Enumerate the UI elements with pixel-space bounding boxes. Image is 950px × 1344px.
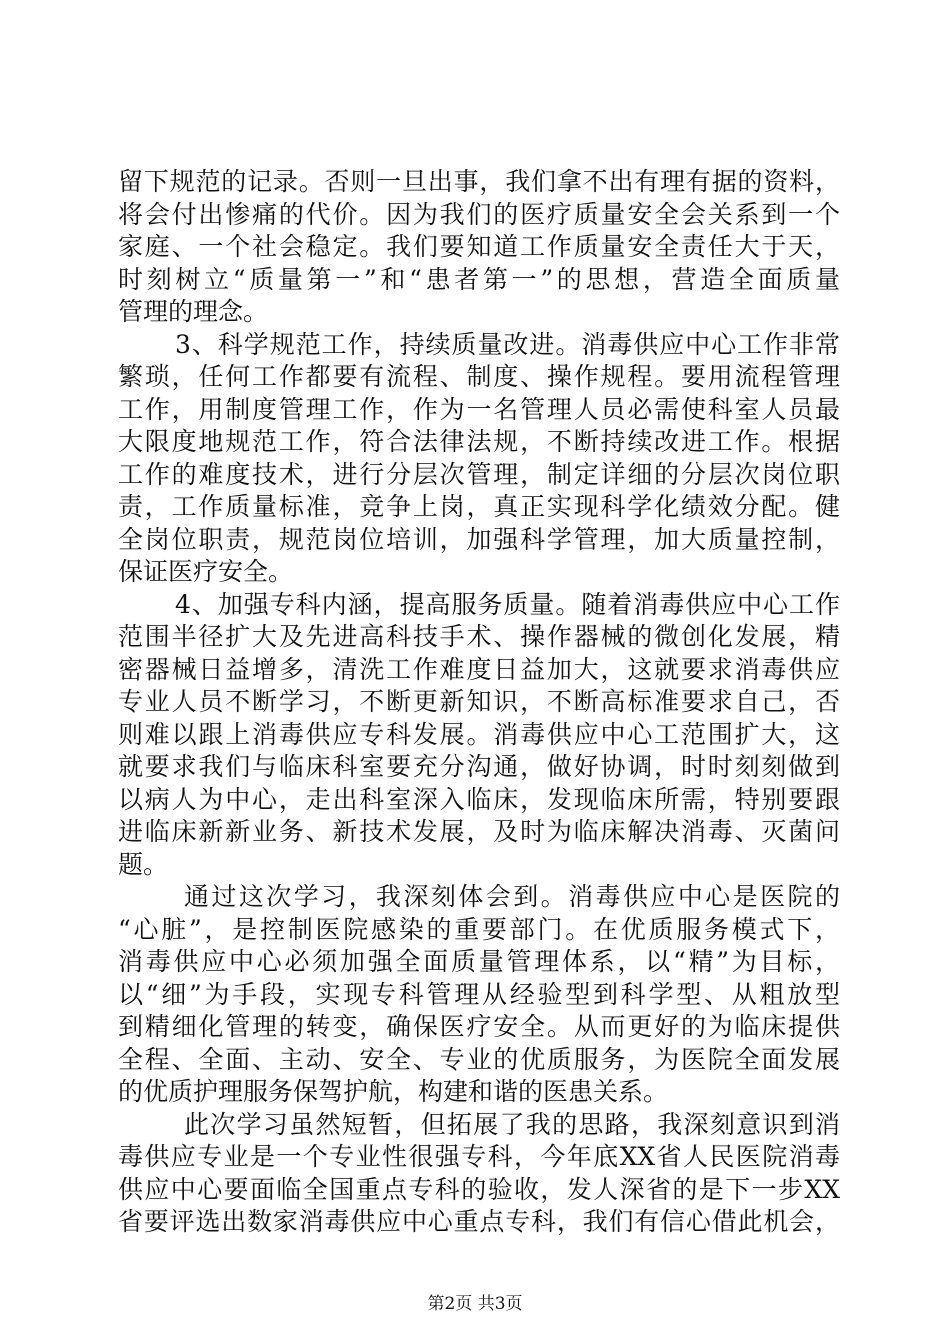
document-body [118, 166, 840, 1239]
text-line: 责，工作质量标准，竞争上岗，真正实现科学化绩效分配。健 [118, 492, 840, 521]
text-line: 进临床新新业务、新技术发展，及时为临床解决消毒、灭菌问 [118, 817, 840, 846]
text-line: 消毒供应中心必须加强全面质量管理体系，以“精”为目标， [118, 947, 840, 976]
text-line: 的优质护理服务保驾护航，构建和谐的医患关系。 [118, 1077, 669, 1106]
text-line: 全程、全面、主动、安全、专业的优质服务，为医院全面发展 [118, 1044, 840, 1074]
text-line: 到精细化管理的转变，确保医疗安全。从而更好的为临床提供 [118, 1012, 840, 1041]
text-line: 题。 [118, 849, 169, 879]
text-line: 专业人员不断学习，不断更新知识，不断高标准要求自己，否 [118, 687, 840, 716]
text-line: 家庭、一个社会稳定。我们要知道工作质量安全责任大于天， [118, 232, 840, 261]
text-line: 繁琐，任何工作都要有流程、制度、操作规程。要用流程管理 [118, 362, 840, 391]
text-line: 供应中心要面临全国重点专科的验收，发人深省的是下一步XX [118, 1174, 840, 1204]
paragraph-start-line: 4、加强专科内涵，提高服务质量。随着消毒供应中心工作 [175, 589, 840, 619]
text-line: 全岗位职责，规范岗位培训，加强科学管理，加大质量控制， [118, 524, 840, 554]
text-line: 管理的理念。 [118, 297, 269, 326]
text-line: 留下规范的记录。否则一旦出事，我们拿不出有理有据的资料， [118, 167, 840, 196]
text-line: 范围半径扩大及先进高科技手术、操作器械的微创化发展，精 [118, 622, 840, 651]
page-footer: 第2页 共3页 [427, 1294, 523, 1314]
text-line: 工作，用制度管理工作，作为一名管理人员必需使科室人员最 [118, 394, 840, 424]
text-line: 保证医疗安全。 [118, 557, 294, 586]
paragraph-start-line: 此次学习虽然短暂，但拓展了我的思路，我深刻意识到消 [184, 1109, 840, 1139]
paragraph-start-line: 通过这次学习，我深刻体会到。消毒供应中心是医院的 [184, 882, 840, 911]
paragraph-start-line: 3、科学规范工作，持续质量改进。消毒供应中心工作非常 [175, 329, 840, 359]
text-line: 以“细”为手段，实现专科管理从经验型到科学型、从粗放型 [118, 979, 840, 1009]
text-line: 省要评选出数家消毒供应中心重点专科，我们有信心借此机会， [118, 1207, 840, 1236]
text-line: 时刻树立“质量第一”和“患者第一”的思想，营造全面质量 [118, 264, 840, 294]
text-line: “心脏”，是控制医院感染的重要部门。在优质服务模式下， [118, 914, 840, 944]
text-line: 将会付出惨痛的代价。因为我们的医疗质量安全会关系到一个 [118, 199, 840, 229]
text-line: 就要求我们与临床科室要充分沟通，做好协调，时时刻刻做到 [118, 752, 840, 781]
text-line: 则难以跟上消毒供应专科发展。消毒供应中心工范围扩大，这 [118, 719, 840, 749]
text-line: 以病人为中心，走出科室深入临床，发现临床所需，特别要跟 [118, 784, 840, 814]
text-line: 毒供应专业是一个专业性很强专科，今年底XX省人民医院消毒 [118, 1142, 840, 1171]
text-line: 工作的难度技术，进行分层次管理，制定详细的分层次岗位职 [118, 459, 840, 489]
text-line: 大限度地规范工作，符合法律法规，不断持续改进工作。根据 [118, 427, 840, 456]
text-line: 密器械日益增多，清洗工作难度日益加大，这就要求消毒供应 [118, 654, 840, 684]
